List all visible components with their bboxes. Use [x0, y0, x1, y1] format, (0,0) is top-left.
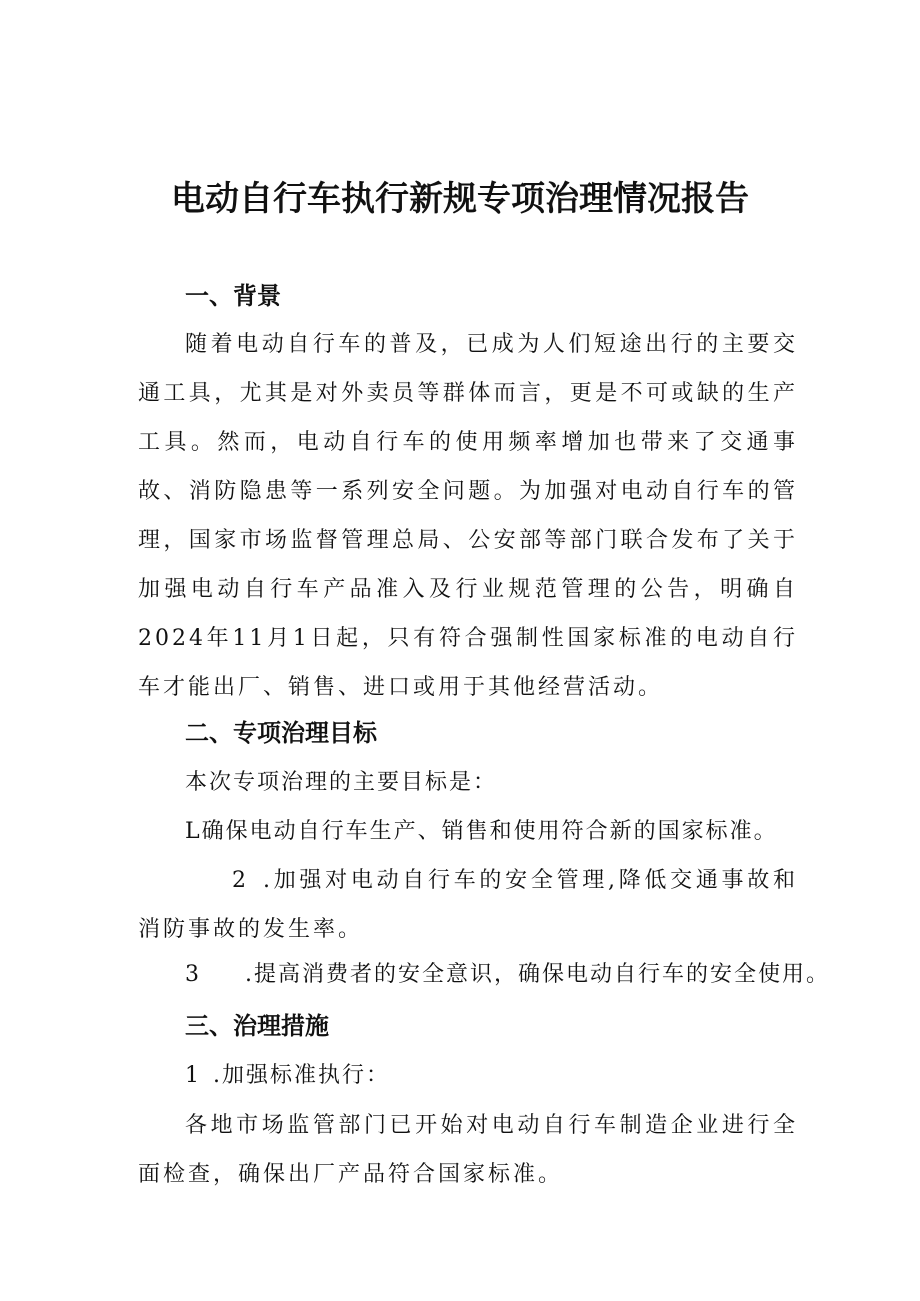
- goals-item-3: [185, 958, 830, 992]
- goals-intro: 本次专项治理的主要目标是：: [185, 770, 498, 795]
- goals-item-1: L确保电动自行车生产、销售和使用符合新的国家标准。: [185, 819, 778, 844]
- section-heading-background: 一、背景: [185, 282, 281, 310]
- background-paragraph: 随着电动自行车的普及，已成为人们短途出行的主要交通工具，尤其是对外卖员等群体而言，更是不可或缺的生产工具。然而，电动自行车的使用频率增加也带来了交通事故、消防隐患等一系列安全问题。为加强对电动自行车的管理，国家市场监督管理总局、公安部等部门联合发布了关于加强电动自行车产品准入及行业规范管理的公告，明确自2024年11月1日起，只有符合强制性国家标准的电动自行车才能出厂、销售、进口或用于其他经营活动。: [138, 332, 798, 700]
- goals-item-3-number: 3: [185, 962, 201, 987]
- document-title: 电动自行车执行新规专项治理情况报告: [171, 179, 749, 219]
- goals-item-2-number: 2: [232, 868, 249, 893]
- goals-item-2-text: .加强对电动自行车的安全管理,降低交通事故和消防事故的发生率。: [138, 868, 798, 942]
- section-heading-goals: 二、专项治理目标: [185, 719, 377, 747]
- goals-item-3-text: .提高消费者的安全意识，确保电动自行车的安全使用。: [245, 962, 830, 987]
- measures-item-1-text: .加强标准执行：: [213, 1063, 390, 1088]
- measures-item-1: [185, 1059, 390, 1093]
- goals-item-2: [138, 856, 798, 954]
- measures-item-1-number: 1: [185, 1063, 201, 1088]
- measures-item-1-paragraph: 各地市场监管部门已开始对电动自行车制造企业进行全面检查，确保出厂产品符合国家标准。: [138, 1113, 798, 1187]
- section-heading-measures: 三、治理措施: [185, 1012, 329, 1040]
